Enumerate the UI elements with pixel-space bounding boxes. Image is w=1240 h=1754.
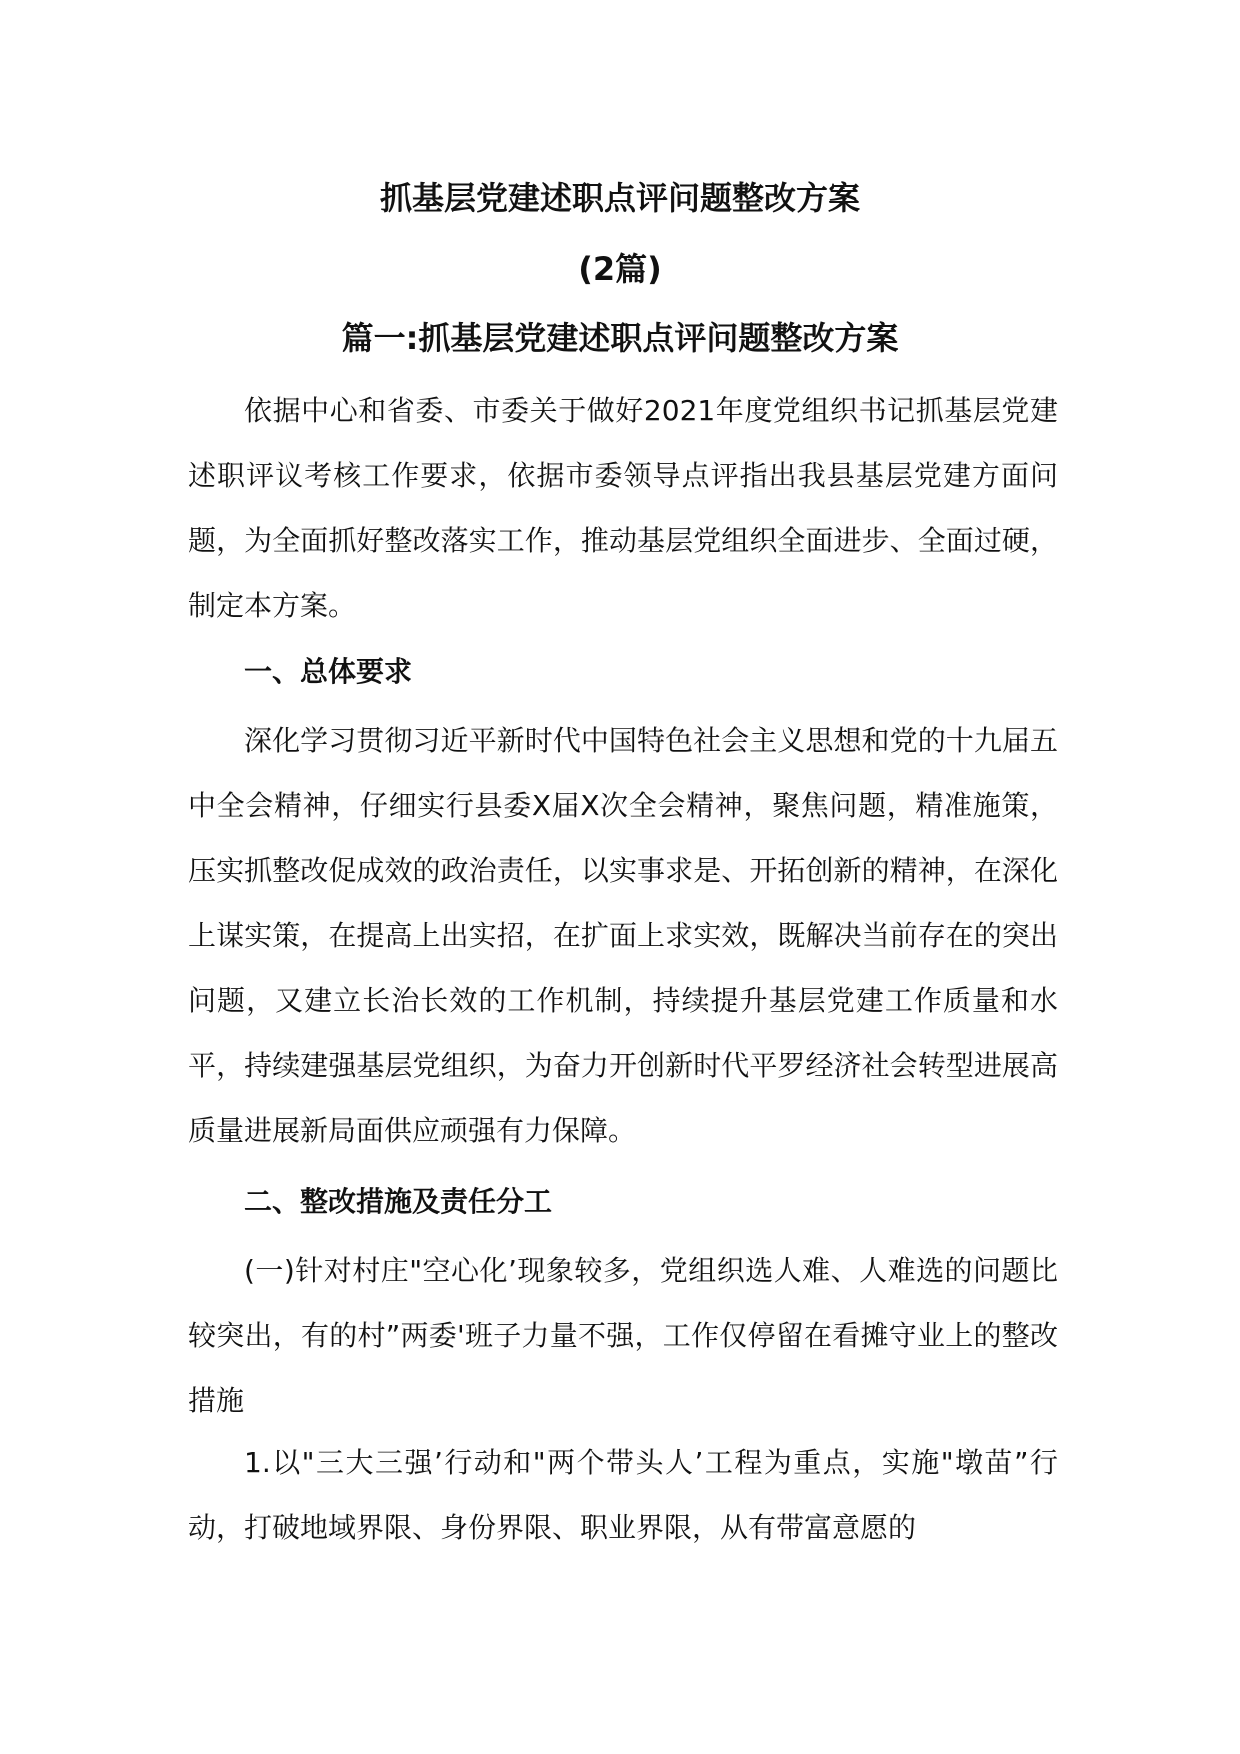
measure-item-1: (一)针对村庄"空心化’现象较多，党组织选人难、人难选的问题比较突出，有的村”两委'班子力量不强，工作仅停留在看摊守业上的整改措施: [188, 1254, 1058, 1417]
section-heading-measures: 二、整改措施及责任分工: [244, 1185, 553, 1218]
general-requirements-paragraph: 深化学习贯彻习近平新时代中国特色社会主义思想和党的十九届五中全会精神，仔细实行县委X届X次全会精神，聚焦问题，精准施策，压实抓整改促成效的政治责任，以实事求是、开拓创新的精神，在深化上谋实策，在提高上出实招，在扩面上求实效，既解决当前存在的突出问题，又建立长治长效的工作机制，持续提升基层党建工作质量和水平，持续建强基层党组织，为奋力开创新时代平罗经济社会转型进展高质量进展新局面供应顽强有力保障。: [188, 724, 1058, 1147]
document-subtitle: (2篇): [578, 250, 662, 288]
section-heading-general-requirements: 一、总体要求: [244, 655, 413, 688]
document-title: 抓基层党建述职点评问题整改方案: [379, 179, 860, 217]
part-title: 篇一:抓基层党建述职点评问题整改方案: [341, 319, 899, 357]
intro-paragraph: 依据中心和省委、市委关于做好2021年度党组织书记抓基层党建述职评议考核工作要求，依据市委领导点评指出我县基层党建方面问题，为全面抓好整改落实工作，推动基层党组织全面进步、全面过硬，制定本方案。: [188, 394, 1058, 622]
measure-item-1-1: 1.以"三大三强’行动和"两个带头人’工程为重点，实施"墩苗”行动，打破地域界限、身份界限、职业界限，从有带富意愿的: [188, 1446, 1058, 1544]
